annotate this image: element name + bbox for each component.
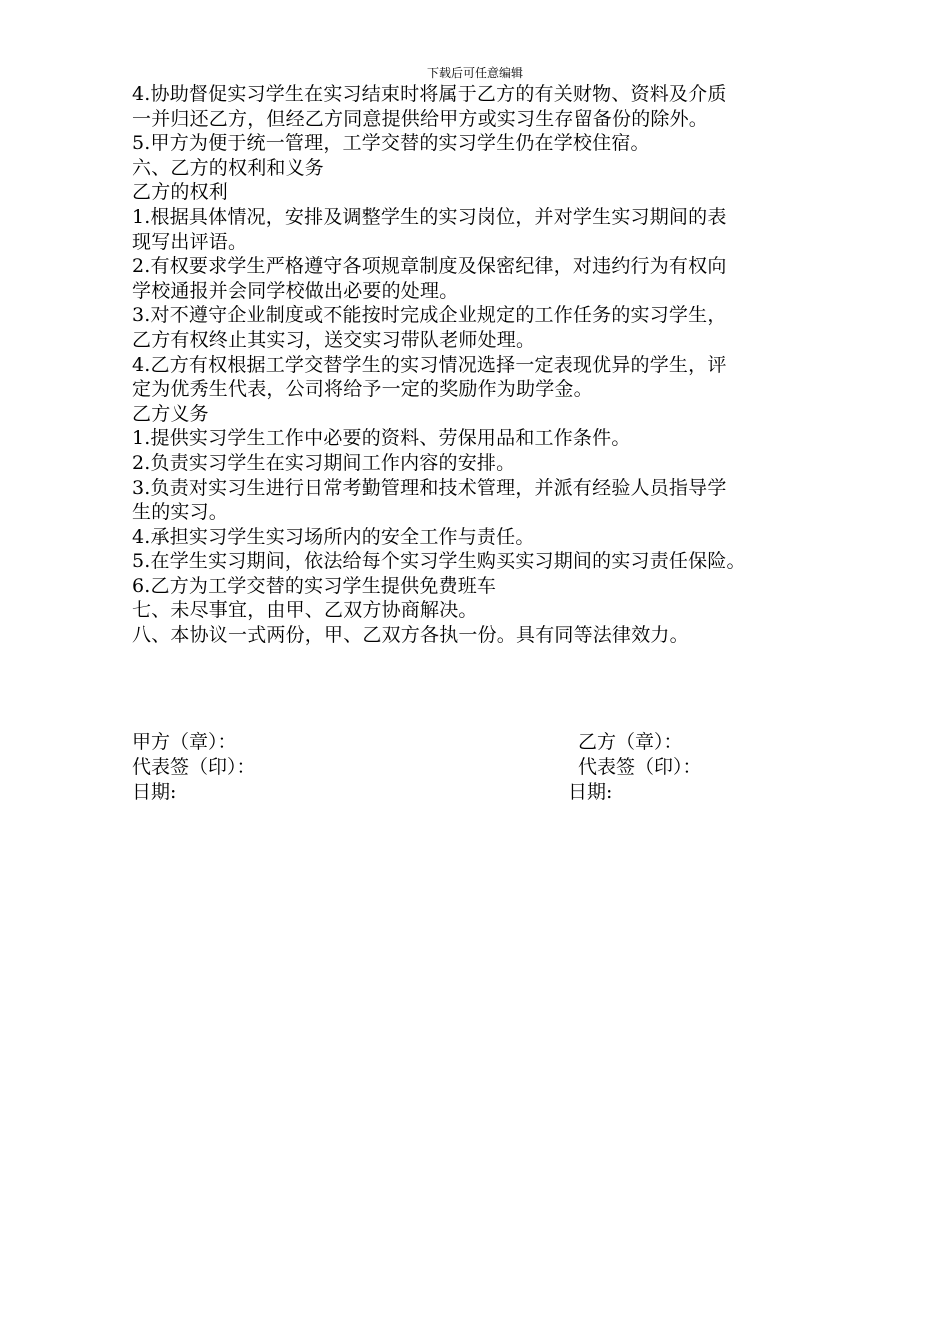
agreement-body xyxy=(132,82,842,648)
text-line: 4.承担实习学生实习场所内的安全工作与责任。 xyxy=(132,525,535,548)
party-b-representative-label: 代表签（印）： xyxy=(578,756,702,778)
text-line: 现写出评语。 xyxy=(132,230,248,253)
section-heading: 七、未尽事宜，由甲、乙双方协商解决。 xyxy=(132,599,478,622)
party-b-seal-label: 乙方（章）： xyxy=(578,731,683,753)
section-heading: 八、本协议一式两份，甲、乙双方各执一份。具有同等法律效力。 xyxy=(132,624,689,647)
party-a-seal-label: 甲方（章）： xyxy=(132,731,237,753)
party-a-representative-label: 代表签（印）： xyxy=(132,756,256,778)
text-line: 6.乙方为工学交替的实习学生提供免费班车 xyxy=(132,574,497,597)
text-line: 1.根据具体情况，安排及调整学生的实习岗位，并对学生实习期间的表 xyxy=(132,205,727,228)
subsection-heading: 乙方义务 xyxy=(132,402,209,425)
text-line: 乙方有权终止其实习，送交实习带队老师处理。 xyxy=(132,328,536,351)
text-line: 5.在学生实习期间，依法给每个实习学生购买实习期间的实习责任保险。 xyxy=(132,550,746,573)
party-a-date-label: 日期: xyxy=(132,781,177,803)
text-line: 学校通报并会同学校做出必要的处理。 xyxy=(132,279,459,302)
section-heading: 六、乙方的权利和义务 xyxy=(132,156,325,179)
text-line: 定为优秀生代表，公司将给予一定的奖励作为助学金。 xyxy=(132,378,593,401)
text-line: 3.负责对实习生进行日常考勤管理和技术管理，并派有经验人员指导学 xyxy=(132,476,727,499)
text-line: 4.乙方有权根据工学交替学生的实习情况选择一定表现优异的学生，评 xyxy=(132,353,727,376)
subsection-heading: 乙方的权利 xyxy=(132,181,229,204)
text-line: 生的实习。 xyxy=(132,501,229,524)
text-line: 3.对不遵守企业制度或不能按时完成企业规定的工作任务的实习学生， xyxy=(132,304,727,327)
page-header: 下载后可任意编辑 xyxy=(426,66,523,80)
text-line: 5.甲方为便于统一管理，工学交替的实习学生仍在学校住宿。 xyxy=(132,132,650,155)
text-line: 1.提供实习学生工作中必要的资料、劳保用品和工作条件。 xyxy=(132,427,631,450)
text-line: 2.有权要求学生严格遵守各项规章制度及保密纪律，对违约行为有权向 xyxy=(132,255,727,278)
text-line: 4.协助督促实习学生在实习结束时将属于乙方的有关财物、资料及介质 xyxy=(132,83,727,105)
party-b-date-label: 日期: xyxy=(568,781,613,803)
text-line: 一并归还乙方，但经乙方同意提供给甲方或实习生存留备份的除外。 xyxy=(132,107,709,130)
text-line: 2.负责实习学生在实习期间工作内容的安排。 xyxy=(132,451,516,474)
